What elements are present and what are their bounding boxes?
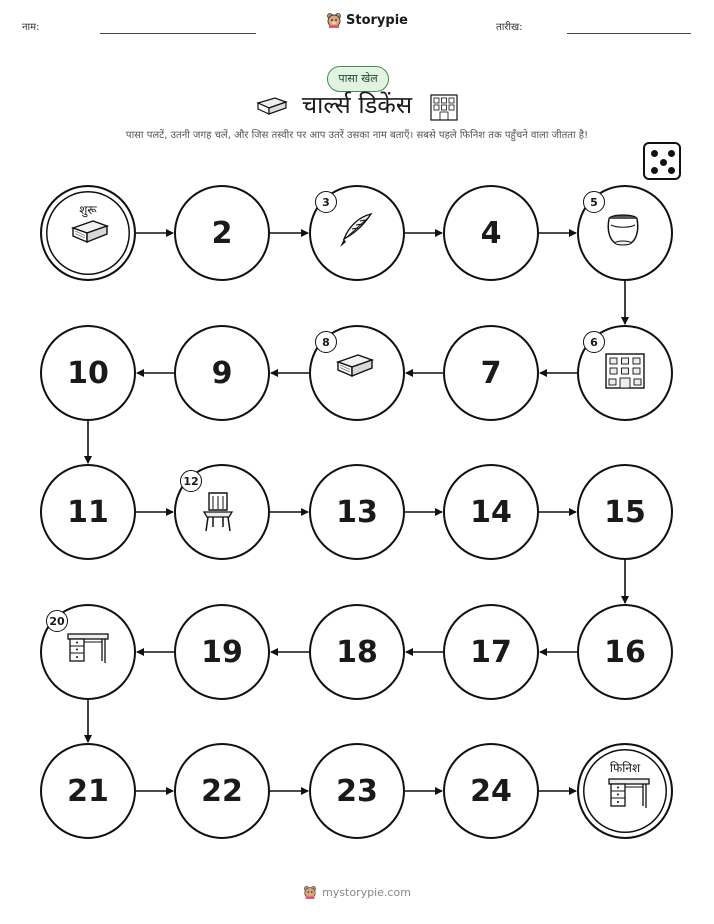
cell-number: 2 [211, 215, 233, 251]
board-cell-12[interactable] [174, 464, 270, 560]
board-cell-3[interactable] [309, 185, 405, 281]
board-cell-2[interactable] [174, 185, 270, 281]
cell-number: 16 [604, 634, 646, 670]
chair-icon [200, 490, 236, 538]
cell-number-badge: 5 [583, 191, 605, 213]
cell-number: 23 [336, 773, 378, 809]
board-cell-9[interactable] [174, 325, 270, 421]
board-cell-21[interactable] [40, 743, 136, 839]
board-cell-13[interactable] [309, 464, 405, 560]
page-title: चार्ल्स डिकेंस [301, 91, 413, 119]
board-cell-6[interactable] [577, 325, 673, 421]
cell-number-badge: 8 [315, 331, 337, 353]
board-cell-4[interactable] [443, 185, 539, 281]
cell-number-badge: 3 [315, 191, 337, 213]
board-cell-7[interactable] [443, 325, 539, 421]
inkpot-icon [603, 211, 643, 251]
start-label: शुरू [79, 203, 97, 217]
cell-number: 21 [67, 773, 109, 809]
cell-number: 4 [480, 215, 502, 251]
cell-number-badge: 6 [583, 331, 605, 353]
book-icon [335, 351, 375, 385]
cell-number: 22 [201, 773, 243, 809]
quill-icon [335, 211, 375, 255]
desk-icon [607, 775, 651, 815]
desk-icon [66, 630, 110, 670]
board-cell-23[interactable] [309, 743, 405, 839]
cell-number: 17 [470, 634, 512, 670]
board-cell-19[interactable] [174, 604, 270, 700]
board-cell-24[interactable] [443, 743, 539, 839]
building-icon [603, 351, 647, 395]
board-cell-10[interactable] [40, 325, 136, 421]
brand-name: Storypie [346, 12, 408, 28]
cell-number: 11 [67, 494, 109, 530]
footer [0, 885, 714, 899]
board-cell-14[interactable] [443, 464, 539, 560]
board-cell-18[interactable] [309, 604, 405, 700]
cell-number: 9 [211, 355, 233, 391]
cell-number: 7 [480, 355, 502, 391]
cell-number: 18 [336, 634, 378, 670]
board-cell-5[interactable] [577, 185, 673, 281]
board-cell-17[interactable] [443, 604, 539, 700]
cell-number-badge: 12 [180, 470, 202, 492]
name-label: नाम: [22, 22, 40, 33]
game-type-badge: पासा खेल [327, 66, 389, 92]
cell-number: 14 [470, 494, 512, 530]
cell-number: 24 [470, 773, 512, 809]
bear-logo-icon [303, 885, 317, 899]
start-cell[interactable] [40, 185, 136, 281]
board-cell-16[interactable] [577, 604, 673, 700]
footer-url[interactable]: mystorypie.com [322, 885, 411, 899]
finish-label: फिनिश [609, 761, 641, 775]
finish-cell[interactable] [577, 743, 673, 839]
board-cell-8[interactable] [309, 325, 405, 421]
board-cell-22[interactable] [174, 743, 270, 839]
instructions: पासा पलटें, उतनी जगह चलें, और जिस तस्वीर पर आप उतरें उसका नाम बताएँ। सबसे पहले फिनिश तक पहुँचने वाला जीतता है! [125, 130, 589, 141]
board-cell-20[interactable] [40, 604, 136, 700]
cell-number-badge: 20 [46, 610, 68, 632]
board-cell-11[interactable] [40, 464, 136, 560]
date-label: तारीख: [496, 22, 523, 33]
cell-number: 15 [604, 494, 646, 530]
book-icon [70, 217, 110, 251]
cell-number: 19 [201, 634, 243, 670]
cell-number: 13 [336, 494, 378, 530]
cell-number: 10 [67, 355, 109, 391]
board-cell-15[interactable] [577, 464, 673, 560]
